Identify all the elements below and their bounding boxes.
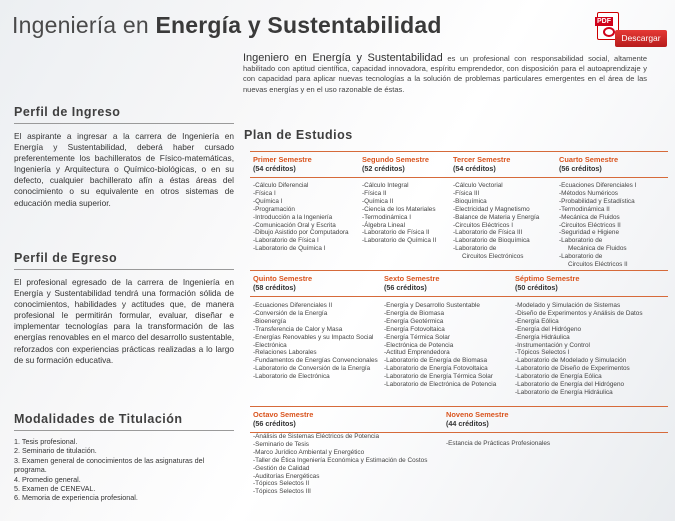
- list-item: -Gestión de Calidad: [253, 464, 310, 472]
- list-item: -Laboratorio de Conversión de la Energía: [253, 365, 371, 373]
- intro-text: es un profesional con responsabilidad social, altamente habilitado con aptitud científica, capacidad innovadora, espíritu emprendedor, con disposición para el autoaprendizaje y con capacidad para aplicar nuevas tecnologías a la solución de problemas particulares emergentes en el área de las nuevas energías y en el uso razonable de éstas.: [243, 54, 647, 94]
- list-item: -Energía de Biomasa: [384, 309, 445, 317]
- semester-header: [446, 410, 508, 428]
- modalidades-heading: Modalidades de Titulación: [14, 412, 183, 426]
- pdf-badge: PDF: [597, 18, 611, 25]
- page-title: [12, 12, 442, 39]
- list-item: -Laboratorio de Energía Eólica: [515, 373, 602, 381]
- list-item: -Transferencia de Calor y Masa: [253, 325, 343, 333]
- list-item: -Laboratorio de Electrónica de Potencia: [384, 381, 497, 389]
- list-item: -Laboratorio de Química I: [253, 245, 326, 253]
- list-item: -Bioquímica: [453, 197, 487, 205]
- list-item: -Laboratorio de: [559, 237, 603, 245]
- list-item: -Circuitos Eléctricos II: [559, 221, 621, 229]
- list-item: -Relaciones Laborales: [253, 349, 317, 357]
- semester-credits: (58 créditos): [253, 283, 296, 292]
- row-top-line: [250, 270, 668, 271]
- semester-name: Quinto Semestre: [253, 274, 313, 283]
- list-item: -Física III: [453, 189, 480, 197]
- divider: [14, 123, 234, 124]
- list-item: -Laboratorio de Electrónica: [253, 373, 330, 381]
- title-light: Ingeniería en: [12, 12, 149, 38]
- title-bold: Energía y Sustentabilidad: [155, 12, 442, 38]
- list-item: -Energía Eólica: [515, 317, 559, 325]
- list-item: -Ciencia de los Materiales: [362, 205, 436, 213]
- semester-name: Primer Semestre: [253, 155, 312, 164]
- divider: [14, 269, 234, 270]
- semester-header: [515, 274, 580, 292]
- subject-list: [515, 302, 643, 397]
- list-item: -Física I: [253, 189, 276, 197]
- list-item: -Comunicación Oral y Escrita: [253, 221, 336, 229]
- modalidades-list: [14, 437, 220, 503]
- download-widget[interactable]: [597, 12, 669, 50]
- list-item: -Tópicos Selectos III: [253, 488, 311, 496]
- perfil-ingreso-text: El aspirante a ingresar a la carrera de Ingeniería en Energía y Sustentabilidad, deberá haber cursado preferentemente los bachilleratos de Físico-matemáticas, Ingeniería y Arquitectura o Químico-biológicas, o en su defecto, cualquier bachillerato afín a éstas áreas del conocimiento o su equivalente en otros sistemas de educación media superior.: [14, 131, 234, 208]
- list-item: -Tópicos Selectos II: [253, 480, 310, 488]
- subject-list: [559, 182, 636, 269]
- semester-name: Segundo Semestre: [362, 155, 429, 164]
- list-item: -Circuitos Eléctricos I: [453, 221, 514, 229]
- acrobat-swirl-icon: [603, 27, 615, 37]
- list-item: 4. Promedio general.: [14, 474, 81, 484]
- list-item: -Energías Renovables y su Impacto Social: [253, 333, 374, 341]
- list-item: -Laboratorio de Energía Térmica Solar: [384, 373, 493, 381]
- list-item: -Modelado y Simulación de Sistemas: [515, 302, 621, 309]
- list-item: 2. Seminario de titulación.: [14, 446, 97, 456]
- list-item: -Energía del Hidrógeno: [515, 325, 582, 333]
- semester-header: [253, 155, 312, 173]
- list-item: -Cálculo Integral: [362, 182, 409, 189]
- semester-header: [253, 274, 312, 292]
- list-item: -Laboratorio de Energía Fotovoltaica: [384, 365, 488, 373]
- list-item: -Introducción a la Ingeniería: [253, 213, 333, 221]
- list-item: -Cálculo Vectorial: [453, 182, 503, 189]
- semester-name: Séptimo Semestre: [515, 274, 580, 283]
- list-item: -Dibujo Asistido por Computadora: [253, 229, 349, 237]
- semester-credits: (44 créditos): [446, 419, 489, 428]
- list-item: 1. Tesis profesional.: [14, 437, 78, 446]
- subject-list: [362, 182, 436, 245]
- list-item: -Energía y Desarrollo Sustentable: [384, 302, 480, 309]
- perfil-egreso-text: El profesional egresado de la carrera de Ingeniería en Energía y Sustentabilidad tendrá una formación sólida de conocimientos, habilidades y actitudes que, de manera profesional le permitirán formular, evaluar, diseñar e implementar tecnologías para la transformación de las energías renovables en el marco del desarrollo sustentable, reforzados con experiencias prácticas realizadas a lo largo de su formación educativa.: [14, 277, 234, 365]
- subject-list: [253, 433, 427, 496]
- list-item: -Mecánica de Fluidos: [559, 213, 620, 221]
- list-item: -Seminario de Tesis: [253, 440, 310, 448]
- subject-list: [253, 182, 349, 253]
- semester-credits: (56 créditos): [253, 419, 296, 428]
- list-item: -Electrónica: [253, 341, 287, 349]
- list-item: -Laboratorio de Bioquímica: [453, 237, 530, 245]
- semester-credits: (54 créditos): [253, 164, 296, 173]
- modalidades-section: [14, 412, 234, 503]
- list-item: -Termodinámica II: [559, 205, 610, 213]
- semester-header: [453, 155, 510, 173]
- list-item: 3. Examen general de conocimientos de las asignaturas del programa.: [14, 455, 205, 475]
- list-item: -Bioenergía: [253, 317, 287, 325]
- semester-header: [384, 274, 439, 292]
- semester-credits: (52 créditos): [362, 164, 405, 173]
- list-item: -Auditorías Energéticas: [253, 472, 320, 480]
- semester-name: Octavo Semestre: [253, 410, 314, 419]
- semester-name: Tercer Semestre: [453, 155, 511, 164]
- list-item: 5. Examen de CENEVAL.: [14, 484, 96, 494]
- list-item: -Seguridad e Higiene: [559, 229, 620, 237]
- list-item: -Electricidad y Magnetismo: [453, 205, 530, 213]
- list-item: -Termodinámica I: [362, 213, 412, 221]
- list-item: -Laboratorio de Energía Hidráulica: [515, 388, 613, 396]
- list-item: -Energía Geotérmica: [384, 317, 444, 325]
- divider: [14, 430, 234, 431]
- list-item: -Energía Hidráulica: [515, 333, 570, 341]
- list-item: -Laboratorio de Diseño de Experimentos: [515, 365, 630, 373]
- list-item: -Laboratorio de Física II: [362, 229, 430, 237]
- list-item: -Energía Térmica Solar: [384, 333, 450, 341]
- list-item: -Cálculo Diferencial: [253, 182, 309, 189]
- list-item: -Balance de Materia y Energía: [453, 213, 540, 221]
- list-item: -Instrumentación y Control: [515, 341, 590, 349]
- list-item: -Fundamentos de Energías Convencionales: [253, 357, 378, 365]
- list-item: -Electrónica de Potencia: [384, 341, 454, 349]
- list-item: -Marco Jurídico Ambiental y Energético: [253, 448, 365, 456]
- semester-credits: (56 créditos): [559, 164, 602, 173]
- subject-list: [453, 182, 539, 261]
- list-item: -Estancia de Prácticas Profesionales: [446, 440, 551, 447]
- semester-header: [362, 155, 429, 173]
- subject-list: [384, 302, 496, 389]
- list-item: -Ecuaciones Diferenciales I: [559, 182, 637, 189]
- intro-lead: Ingeniero en Energía y Sustentabilidad: [243, 52, 443, 64]
- semester-name: Sexto Semestre: [384, 274, 440, 283]
- list-item: -Laboratorio de Energía del Hidrógeno: [515, 381, 625, 389]
- list-item: -Laboratorio de Modelado y Simulación: [515, 357, 627, 365]
- list-item: -Química II: [362, 197, 394, 205]
- list-item: -Álgebra Lineal: [362, 221, 405, 229]
- plan-heading: Plan de Estudios: [244, 128, 353, 142]
- semester-header: [559, 155, 618, 173]
- list-item: -Laboratorio de Física III: [453, 229, 523, 237]
- perfil-egreso-section: [14, 251, 234, 366]
- list-item: Mecánica de Fluidos: [568, 245, 627, 253]
- semester-name: Noveno Semestre: [446, 410, 509, 419]
- list-item: -Diseño de Experimentos y Análisis de Datos: [515, 309, 643, 317]
- list-item: -Química I: [253, 197, 283, 205]
- semester-credits: (50 créditos): [515, 283, 558, 292]
- list-item: -Laboratorio de: [453, 245, 497, 253]
- list-item: -Actitud Emprendedora: [384, 349, 450, 357]
- perfil-egreso-heading: Perfil de Egreso: [14, 251, 118, 265]
- row-top-line: [250, 151, 668, 152]
- list-item: -Métodos Numéricos: [559, 189, 618, 197]
- list-item: -Análisis de Sistemas Eléctricos de Potencia: [253, 433, 380, 440]
- list-item: 6. Memoria de experiencia profesional.: [14, 493, 138, 503]
- list-item: -Laboratorio de Física I: [253, 237, 319, 245]
- list-item: -Taller de Ética Ingeniería Económica y Estimación de Costos: [253, 456, 428, 464]
- perfil-ingreso-section: [14, 105, 234, 209]
- list-item: -Laboratorio de Química II: [362, 237, 437, 245]
- list-item: -Probabilidad y Estadística: [559, 197, 635, 205]
- list-item: -Tópicos Selectos I: [515, 349, 570, 357]
- list-item: -Laboratorio de: [559, 253, 603, 261]
- row-top-line: [250, 406, 668, 407]
- list-item: -Programación: [253, 205, 295, 213]
- subject-list: [446, 440, 550, 448]
- row-header-line: [250, 296, 668, 297]
- row-header-line: [250, 177, 668, 178]
- list-item: Circuitos Electrónicos: [462, 253, 524, 261]
- semester-name: Cuarto Semestre: [559, 155, 619, 164]
- list-item: -Ecuaciones Diferenciales II: [253, 302, 333, 309]
- semester-header: [253, 410, 313, 428]
- list-item: Circuitos Eléctricos II: [568, 261, 628, 269]
- list-item: -Energía Fotovoltaica: [384, 325, 445, 333]
- list-item: -Física II: [362, 189, 387, 197]
- list-item: -Conversión de la Energía: [253, 309, 328, 317]
- semester-credits: (56 créditos): [384, 283, 427, 292]
- intro-paragraph: [243, 53, 647, 95]
- list-item: -Laboratorio de Energía de Biomasa: [384, 357, 488, 365]
- perfil-ingreso-heading: Perfil de Ingreso: [14, 105, 121, 119]
- semester-credits: (54 créditos): [453, 164, 496, 173]
- download-button[interactable]: Descargar: [615, 30, 667, 47]
- subject-list: [253, 302, 378, 381]
